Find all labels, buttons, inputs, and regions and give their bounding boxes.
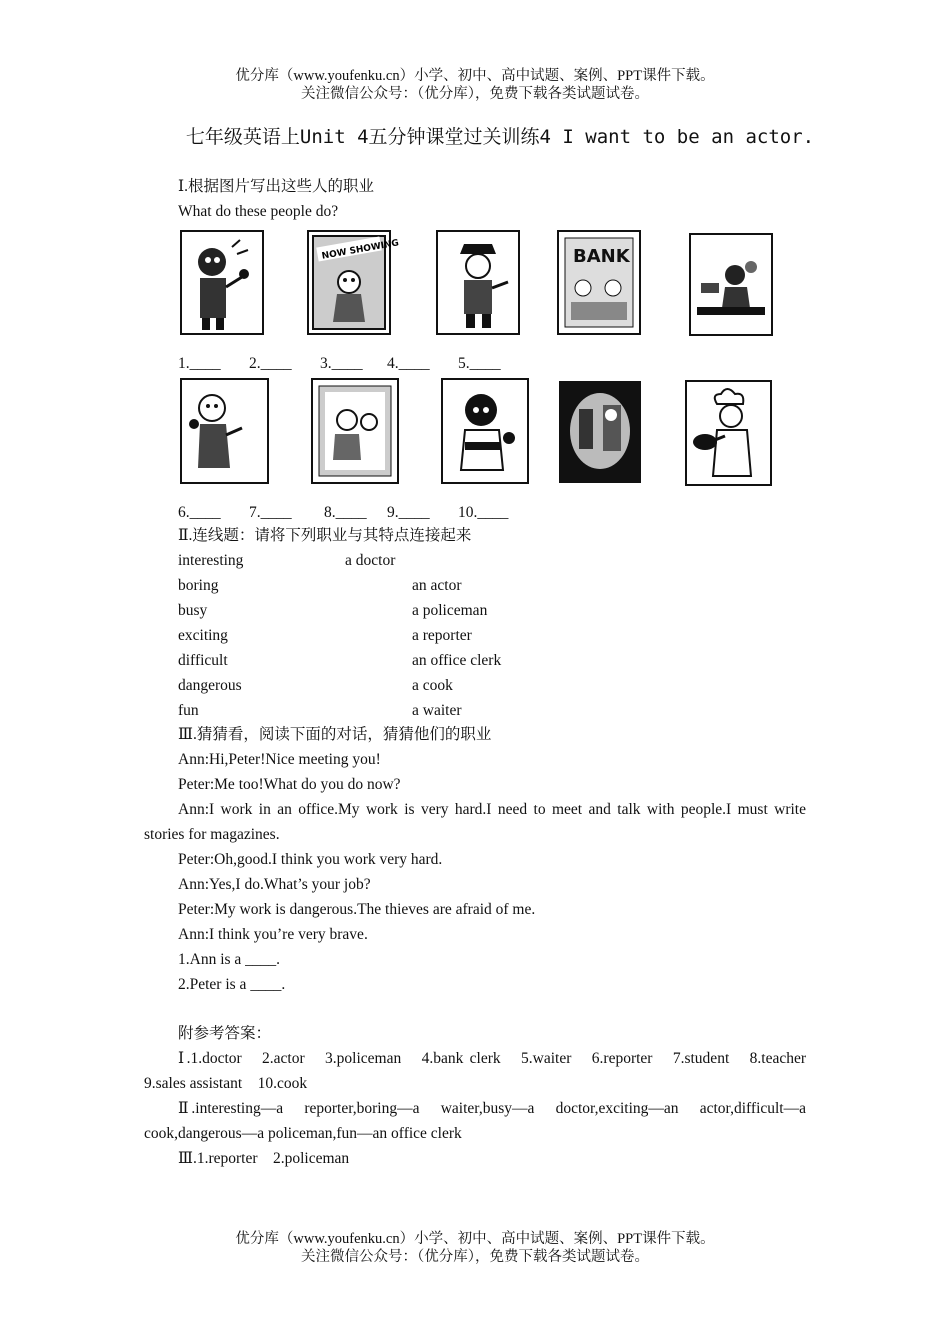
job-cook: a cook	[412, 677, 453, 694]
dialogue-line-5: Ann:Yes,I do.What’s your job?	[178, 876, 371, 893]
job-office-clerk: an office clerk	[412, 652, 502, 669]
blank-7: 7.____	[249, 504, 292, 521]
row2-blanks	[178, 500, 508, 525]
blank-2: 2.____	[249, 355, 292, 372]
job-policeman: a policeman	[412, 602, 488, 619]
dialogue-line-2: Peter:Me too!What do you do now?	[178, 776, 401, 793]
row1-blanks	[178, 351, 501, 376]
bank-picture	[557, 230, 641, 335]
waiter-picture	[689, 233, 773, 336]
question-1: 1.Ann is a ____.	[178, 951, 281, 968]
doctor-picture	[180, 230, 264, 335]
footer-line-1: 优分库（www.youfenku.cn）小学、初中、高中试题、案例、PPT课件下载。	[235, 1231, 715, 1247]
section3-heading: Ⅲ.猜猜看，阅读下面的对话，猜猜他们的职业	[178, 726, 492, 743]
sales-assistant-picture	[559, 381, 641, 483]
answer-section-2: Ⅱ.interesting—a reporter,boring—a waiter,busy—a doctor,exciting—an actor,difficult—a cook,dangerous—a policeman,fun—an office clerk	[144, 1100, 806, 1142]
blank-8: 8.____	[324, 504, 367, 521]
trait-boring: boring	[178, 577, 219, 594]
answers-heading: 附参考答案：	[178, 1025, 272, 1042]
trait-difficult: difficult	[178, 652, 228, 669]
dialogue-line-3: Ann:I work in an office.My work is very hard.I need to meet and talk with people.I must write stories for magazines.	[144, 801, 806, 843]
trait-dangerous: dangerous	[178, 677, 242, 694]
blank-5: 5.____	[458, 355, 501, 372]
section2-heading: Ⅱ.连线题：请将下列职业与其特点连接起来	[178, 527, 472, 544]
bank-text: BANK	[573, 246, 630, 267]
header-line-2: 关注微信公众号：（优分库），免费下载各类试题试卷。	[301, 86, 649, 102]
blank-1: 1.____	[178, 355, 221, 372]
actor-poster-picture	[307, 230, 400, 335]
policeman-picture	[436, 230, 520, 335]
answer-section-3: Ⅲ.1.reporter 2.policeman	[178, 1150, 350, 1167]
job-doctor: a doctor	[345, 552, 396, 569]
section1-question: What do these people do?	[178, 203, 339, 220]
job-actor: an actor	[412, 577, 462, 594]
trait-exciting: exciting	[178, 627, 228, 644]
trait-fun: fun	[178, 702, 199, 719]
job-waiter: a waiter	[412, 702, 462, 719]
footer-line-2: 关注微信公众号：（优分库），免费下载各类试题试卷。	[301, 1249, 649, 1265]
blank-3: 3.____	[320, 355, 363, 372]
teacher-picture	[441, 378, 529, 484]
question-2: 2.Peter is a ____.	[178, 976, 286, 993]
header-line-1: 优分库（www.youfenku.cn）小学、初中、高中试题、案例、PPT课件下载。	[235, 68, 715, 84]
blank-6: 6.____	[178, 504, 221, 521]
job-reporter: a reporter	[412, 627, 472, 644]
dialogue-line-7: Ann:I think you’re very brave.	[178, 926, 368, 943]
reporter-picture	[180, 378, 269, 484]
dialogue-line-4: Peter:Oh,good.I think you work very hard.	[178, 851, 443, 868]
blank-9: 9.____	[387, 504, 430, 521]
dialogue-line-6: Peter:My work is dangerous.The thieves are afraid of me.	[178, 901, 536, 918]
trait-interesting: interesting	[178, 552, 244, 569]
section1-heading: Ⅰ.根据图片写出这些人的职业	[178, 178, 374, 195]
blank-4: 4.____	[387, 355, 430, 372]
page-title: 七年级英语上Unit 4五分钟课堂过关训练4 I want to be an actor.	[185, 126, 815, 148]
poster-text: NOW SHOWING	[321, 238, 400, 262]
cook-picture	[685, 380, 772, 486]
dialogue-line-1: Ann:Hi,Peter!Nice meeting you!	[178, 751, 381, 768]
student-picture	[311, 378, 399, 484]
answer-section-1: Ⅰ.1.doctor 2.actor 3.policeman 4.bank clerk 5.waiter 6.reporter 7.student 8.teacher 9.sales assistant 10.cook	[144, 1050, 822, 1092]
blank-10: 10.____	[458, 504, 509, 521]
trait-busy: busy	[178, 602, 208, 619]
